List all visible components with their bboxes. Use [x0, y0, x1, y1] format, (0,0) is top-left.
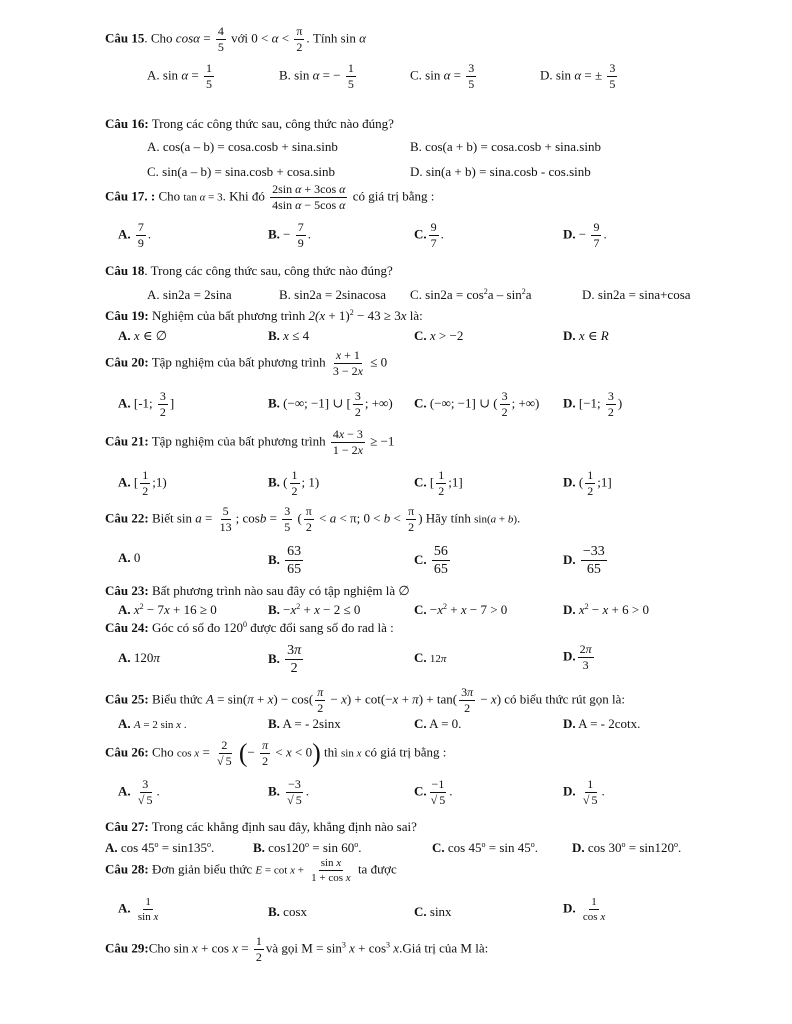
question-stem: Trong các khẳng định sau đây, khẳng định nào sai?: [151, 819, 417, 834]
question-19: Câu 19: Nghiệm của bất phương trình $2(x + 1)^2 - 43 \ge 3x$ là:: [105, 308, 423, 323]
q17-option-d[interactable]: D. − $\frac{9}{7}$ .: [563, 220, 607, 251]
question-label: Câu 27:: [105, 819, 149, 834]
q22-option-b[interactable]: B. $\frac{63}{65}$: [268, 544, 302, 578]
q24-option-b[interactable]: B. $\frac{3\pi}{2}$: [268, 643, 302, 677]
question-stem: Trong các công thức sau, công thức nào đúng?: [151, 116, 394, 131]
q18-option-c[interactable]: C. $\sin 2a = \cos^2a - \sin^2a$: [410, 287, 532, 302]
q15-option-d[interactable]: D. sin α = ± $\frac{3}{5}$: [540, 61, 616, 92]
question-label: Câu 23:: [105, 583, 149, 598]
q23-option-b[interactable]: B. $-x^2 + x - 2 \le 0$: [268, 602, 361, 617]
q28-option-d[interactable]: D. $\frac{1}{\text{cos x}}$: [563, 896, 606, 924]
q26-option-b[interactable]: B. $\frac{-3}{√ 5}$ .: [268, 777, 310, 808]
q16-option-d[interactable]: D. sin(a + b) = sina.cosb - cos.sinb: [410, 164, 591, 179]
q25-option-d[interactable]: D. A = - 2cotx.: [563, 716, 641, 731]
q21-option-c[interactable]: C. [ $\frac{1}{2}$ ;1]: [414, 468, 463, 499]
q25-option-b[interactable]: B. A = - 2sinx: [268, 716, 341, 731]
q16-option-b[interactable]: B. cos(a + b) = cosa.cosb + sina.sinb: [410, 139, 601, 154]
q15-option-c[interactable]: C. sin α = $\frac{3}{5}$: [410, 61, 475, 92]
q20-option-a[interactable]: A. [-1; $\frac{3}{2}$ ]: [118, 389, 175, 420]
question-label: Câu 15: [105, 30, 145, 46]
q18-option-a[interactable]: A. sin2a = 2sina: [147, 287, 232, 302]
question-27: [105, 820, 417, 833]
q24-option-d[interactable]: D. $\frac{2\pi}{3}$: [563, 642, 592, 673]
q27-option-b[interactable]: B. $\cos 120^o = \sin 60^o$.: [253, 840, 362, 855]
q19-option-d[interactable]: D. x ∈ R: [563, 328, 609, 343]
q18-option-b[interactable]: B. sin2a = 2sinacosa: [279, 287, 386, 302]
question-15: Câu 15. Cho cosα = $\frac{4}{5}$ với 0 < α < $\frac{\pi}{2}$ . Tính sin α: [105, 24, 366, 55]
q23-option-d[interactable]: D. $x^2 - x + 6 > 0$: [563, 602, 649, 617]
question-label: Câu 18: [105, 263, 145, 278]
q24-option-a[interactable]: A. 120π: [118, 650, 160, 665]
q19-option-b[interactable]: B. x ≤ 4: [268, 328, 310, 343]
q16-option-c[interactable]: C. sin(a – b) = sina.cosb + cosa.sinb: [147, 164, 335, 179]
question-22: Câu 22: Biết sin a = $\frac{5}{13}$ ; cosb = $\frac{3}{5}$ ( $\frac{\pi}{2}$ < a < π; 0 < b < $\frac{\pi}{2}$ ) Hãy tính sin(a + b).: [105, 504, 521, 535]
q22-option-a[interactable]: A. 0: [118, 550, 141, 565]
question-23: [105, 584, 410, 597]
q18-option-d[interactable]: D. sin2a = sina+cosa: [582, 287, 691, 302]
question-25: Câu 25: Biểu thức A = sin(π + x) − cos( $\frac{\pi}{2}$ − x) + cot(−x + π) + tan( $\frac{3\pi}{2}$ − x) có biểu thức rút gọn là:: [105, 685, 626, 716]
q19-option-c[interactable]: C. x > −2: [414, 328, 464, 343]
q27-option-d[interactable]: D. $\cos 30^o = \sin 120^o$.: [572, 840, 682, 855]
q25-option-c[interactable]: C. A = 0.: [414, 716, 462, 731]
q20-option-c[interactable]: C. (−∞; −1] ∪ ( $\frac{3}{2}$ ; +∞): [414, 389, 540, 420]
q28-option-a[interactable]: A. $\frac{1}{\text{sin x}}$: [118, 896, 159, 924]
q17-option-c[interactable]: C. $\frac{9}{7}$ .: [414, 220, 444, 251]
q23-option-c[interactable]: C. $-x^2 + x - 7 > 0$: [414, 602, 508, 617]
q26-option-a[interactable]: A. $\frac{3}{√ 5}$ .: [118, 777, 160, 808]
question-20: Câu 20: Tập nghiệm của bất phương trình $\frac{x + 1}{3 - 2x}$ ≤ 0: [105, 348, 388, 379]
q23-option-a[interactable]: A. $x^2 - 7x + 16 \ge 0$: [118, 602, 217, 617]
question-28: Câu 28: Đơn giản biểu thức E = cot x + $\frac{\text{sin x}}{\text{1 + cos x}}$ ta được: [105, 857, 397, 885]
question-label: Câu 16:: [105, 116, 149, 131]
q20-option-d[interactable]: D. [−1; $\frac{3}{2}$ ): [563, 389, 623, 420]
q27-option-a[interactable]: A. $\cos 45^o = \sin 135^o$.: [105, 840, 215, 855]
q19-option-a[interactable]: A. x ∈ ∅: [118, 328, 168, 343]
q21-option-d[interactable]: D. ( $\frac{1}{2}$ ;1]: [563, 468, 612, 499]
q24-option-c[interactable]: C. 12π: [414, 650, 447, 665]
question-29: Câu 29:Cho sin x + cos x = $\frac{1}{2}$ và gọi $M = \sin^3 x + \cos^3$ x.Giá trị của M là:: [105, 934, 489, 965]
q26-option-d[interactable]: D. $\frac{1}{√ 5}$ .: [563, 777, 605, 808]
q15-option-a[interactable]: A. sin α = $\frac{1}{5}$: [147, 61, 212, 92]
question-stem: Bất phương trình nào sau đây có tập nghiệm là ∅: [151, 583, 410, 598]
question-stem: . Trong các công thức sau, công thức nào đúng?: [144, 263, 393, 278]
question-24: Câu 24: Góc có số đo $120^0$ được đổi sang số đo rad là :: [105, 620, 394, 635]
q25-option-a[interactable]: A. A = 2 sin x .: [118, 716, 187, 731]
q27-option-c[interactable]: C. $\cos 45^o = \sin 45^o$.: [432, 840, 538, 855]
q28-option-b[interactable]: B. cosx: [268, 904, 308, 919]
q21-option-b[interactable]: B. ( $\frac{1}{2}$ ; 1): [268, 468, 320, 499]
q20-option-b[interactable]: B. (−∞; −1] ∪ [ $\frac{3}{2}$ ; +∞): [268, 389, 393, 420]
question-26: Câu 26: Cho cos x = $\frac{2}{√ 5}$ (− $\frac{\pi}{2}$ < x < 0) thì sin x có giá trị bằng :: [105, 738, 447, 769]
q15-option-b[interactable]: B. sin α = − $\frac{1}{5}$: [279, 61, 354, 92]
q28-option-c[interactable]: C. sinx: [414, 904, 452, 919]
q22-option-c[interactable]: C. $\frac{56}{65}$: [414, 544, 448, 578]
question-18: [105, 264, 393, 277]
q21-option-a[interactable]: A. [ $\frac{1}{2}$ ;1): [118, 468, 167, 499]
question-16: [105, 117, 394, 130]
q17-option-b[interactable]: B. − $\frac{7}{9}$ .: [268, 220, 312, 251]
q16-option-a[interactable]: A. cos(a – b) = cosa.cosb + sina.sinb: [147, 139, 338, 154]
question-21: Câu 21: Tập nghiệm của bất phương trình $\frac{4x - 3}{1 - 2x}$ ≥ −1: [105, 427, 395, 458]
q17-option-a[interactable]: A. $\frac{7}{9}$ .: [118, 220, 152, 251]
q22-option-d[interactable]: D. $\frac{-33}{65}$: [563, 544, 605, 578]
question-17: Câu 17. : Cho tan α = 3. Khi đó $\frac{\text{2sin α + 3cos α}}{\text{4sin α − 5cos α}}$ có giá trị bằng :: [105, 182, 435, 213]
q26-option-c[interactable]: C. $\frac{-1}{√ 5}$ .: [414, 777, 453, 808]
